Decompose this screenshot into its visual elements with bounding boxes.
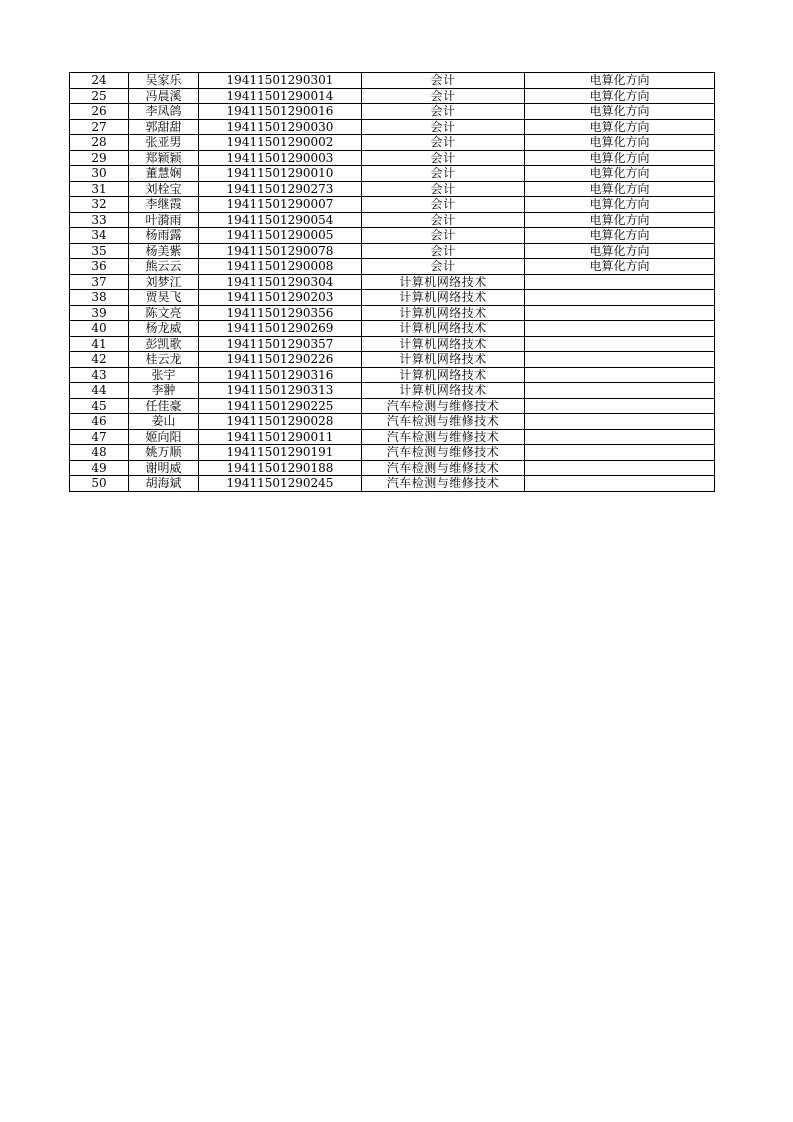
student-id-cell: 19411501290030 (199, 119, 362, 135)
direction-cell: 电算化方向 (525, 166, 715, 182)
row-number-cell: 31 (70, 181, 129, 197)
major-cell: 会计 (362, 88, 525, 104)
table-row (70, 243, 715, 259)
table-row (70, 414, 715, 430)
direction-cell: 电算化方向 (525, 181, 715, 197)
student-name-cell: 刘栓宝 (129, 181, 199, 197)
student-id-cell: 19411501290014 (199, 88, 362, 104)
major-cell: 计算机网络技术 (362, 321, 525, 337)
major-cell: 计算机网络技术 (362, 336, 525, 352)
direction-cell: 电算化方向 (525, 73, 715, 89)
student-id-cell: 19411501290007 (199, 197, 362, 213)
direction-cell (525, 460, 715, 476)
major-cell: 汽车检测与维修技术 (362, 414, 525, 430)
direction-cell (525, 352, 715, 368)
student-name-cell: 李凤鸽 (129, 104, 199, 120)
major-cell: 汽车检测与维修技术 (362, 445, 525, 461)
table-row (70, 290, 715, 306)
student-id-cell: 19411501290245 (199, 476, 362, 492)
student-id-cell: 19411501290301 (199, 73, 362, 89)
direction-cell (525, 476, 715, 492)
student-name-cell: 董慧娴 (129, 166, 199, 182)
student-name-cell: 胡海斌 (129, 476, 199, 492)
table-row (70, 476, 715, 492)
row-number-cell: 50 (70, 476, 129, 492)
major-cell: 计算机网络技术 (362, 305, 525, 321)
student-id-cell: 19411501290356 (199, 305, 362, 321)
student-id-cell: 19411501290011 (199, 429, 362, 445)
major-cell: 会计 (362, 104, 525, 120)
direction-cell: 电算化方向 (525, 259, 715, 275)
table-row (70, 274, 715, 290)
student-id-cell: 19411501290002 (199, 135, 362, 151)
student-id-cell: 19411501290357 (199, 336, 362, 352)
direction-cell (525, 367, 715, 383)
row-number-cell: 29 (70, 150, 129, 166)
major-cell: 会计 (362, 197, 525, 213)
major-cell: 会计 (362, 166, 525, 182)
table-row (70, 429, 715, 445)
student-id-cell: 19411501290273 (199, 181, 362, 197)
direction-cell: 电算化方向 (525, 212, 715, 228)
row-number-cell: 43 (70, 367, 129, 383)
direction-cell: 电算化方向 (525, 119, 715, 135)
student-id-cell: 19411501290191 (199, 445, 362, 461)
student-id-cell: 19411501290203 (199, 290, 362, 306)
student-id-cell: 19411501290005 (199, 228, 362, 244)
major-cell: 会计 (362, 135, 525, 151)
student-name-cell: 谢明威 (129, 460, 199, 476)
row-number-cell: 28 (70, 135, 129, 151)
row-number-cell: 25 (70, 88, 129, 104)
student-id-cell: 19411501290316 (199, 367, 362, 383)
student-name-cell: 张亚男 (129, 135, 199, 151)
student-roster-table (69, 72, 715, 492)
student-id-cell: 19411501290226 (199, 352, 362, 368)
row-number-cell: 37 (70, 274, 129, 290)
row-number-cell: 47 (70, 429, 129, 445)
major-cell: 汽车检测与维修技术 (362, 476, 525, 492)
major-cell: 会计 (362, 73, 525, 89)
row-number-cell: 26 (70, 104, 129, 120)
student-name-cell: 刘梦江 (129, 274, 199, 290)
table-row (70, 166, 715, 182)
student-name-cell: 郭甜甜 (129, 119, 199, 135)
table-row (70, 460, 715, 476)
table-row (70, 321, 715, 337)
major-cell: 会计 (362, 243, 525, 259)
direction-cell (525, 305, 715, 321)
row-number-cell: 45 (70, 398, 129, 414)
major-cell: 会计 (362, 150, 525, 166)
table-row (70, 305, 715, 321)
student-id-cell: 19411501290016 (199, 104, 362, 120)
table-row (70, 104, 715, 120)
direction-cell: 电算化方向 (525, 135, 715, 151)
row-number-cell: 42 (70, 352, 129, 368)
student-id-cell: 19411501290008 (199, 259, 362, 275)
student-name-cell: 吴家乐 (129, 73, 199, 89)
student-name-cell: 贾昊飞 (129, 290, 199, 306)
student-name-cell: 彭凯歌 (129, 336, 199, 352)
major-cell: 会计 (362, 259, 525, 275)
student-id-cell: 19411501290054 (199, 212, 362, 228)
direction-cell (525, 445, 715, 461)
student-name-cell: 任佳豪 (129, 398, 199, 414)
row-number-cell: 40 (70, 321, 129, 337)
table-row (70, 367, 715, 383)
major-cell: 计算机网络技术 (362, 367, 525, 383)
direction-cell (525, 414, 715, 430)
row-number-cell: 41 (70, 336, 129, 352)
direction-cell: 电算化方向 (525, 88, 715, 104)
major-cell: 计算机网络技术 (362, 274, 525, 290)
row-number-cell: 44 (70, 383, 129, 399)
student-id-cell: 19411501290028 (199, 414, 362, 430)
table-row (70, 212, 715, 228)
table-row (70, 336, 715, 352)
table-row (70, 197, 715, 213)
student-name-cell: 张宇 (129, 367, 199, 383)
student-name-cell: 杨雨露 (129, 228, 199, 244)
major-cell: 汽车检测与维修技术 (362, 460, 525, 476)
student-name-cell: 郑颖颖 (129, 150, 199, 166)
row-number-cell: 35 (70, 243, 129, 259)
student-id-cell: 19411501290269 (199, 321, 362, 337)
major-cell: 会计 (362, 181, 525, 197)
direction-cell (525, 398, 715, 414)
student-name-cell: 冯晨溪 (129, 88, 199, 104)
major-cell: 汽车检测与维修技术 (362, 429, 525, 445)
student-roster-sheet (69, 72, 715, 492)
row-number-cell: 46 (70, 414, 129, 430)
direction-cell: 电算化方向 (525, 228, 715, 244)
major-cell: 计算机网络技术 (362, 383, 525, 399)
student-name-cell: 李继霞 (129, 197, 199, 213)
student-name-cell: 姬向阳 (129, 429, 199, 445)
row-number-cell: 38 (70, 290, 129, 306)
student-id-cell: 19411501290304 (199, 274, 362, 290)
student-name-cell: 姚万顺 (129, 445, 199, 461)
table-row (70, 135, 715, 151)
row-number-cell: 32 (70, 197, 129, 213)
row-number-cell: 33 (70, 212, 129, 228)
direction-cell (525, 336, 715, 352)
student-name-cell: 姜山 (129, 414, 199, 430)
row-number-cell: 48 (70, 445, 129, 461)
table-row (70, 181, 715, 197)
major-cell: 计算机网络技术 (362, 352, 525, 368)
student-id-cell: 19411501290188 (199, 460, 362, 476)
table-row (70, 150, 715, 166)
student-name-cell: 桂云龙 (129, 352, 199, 368)
student-id-cell: 19411501290010 (199, 166, 362, 182)
student-name-cell: 李翀 (129, 383, 199, 399)
row-number-cell: 24 (70, 73, 129, 89)
table-row (70, 398, 715, 414)
major-cell: 会计 (362, 212, 525, 228)
roster-body (70, 73, 715, 492)
row-number-cell: 30 (70, 166, 129, 182)
student-id-cell: 19411501290225 (199, 398, 362, 414)
major-cell: 汽车检测与维修技术 (362, 398, 525, 414)
table-row (70, 259, 715, 275)
row-number-cell: 39 (70, 305, 129, 321)
direction-cell (525, 429, 715, 445)
table-row (70, 88, 715, 104)
direction-cell: 电算化方向 (525, 243, 715, 259)
student-name-cell: 陈文亮 (129, 305, 199, 321)
table-row (70, 383, 715, 399)
row-number-cell: 34 (70, 228, 129, 244)
major-cell: 会计 (362, 228, 525, 244)
student-id-cell: 19411501290003 (199, 150, 362, 166)
student-name-cell: 熊云云 (129, 259, 199, 275)
student-id-cell: 19411501290313 (199, 383, 362, 399)
direction-cell (525, 383, 715, 399)
table-row (70, 445, 715, 461)
row-number-cell: 49 (70, 460, 129, 476)
student-name-cell: 叶漪雨 (129, 212, 199, 228)
row-number-cell: 36 (70, 259, 129, 275)
student-name-cell: 杨美紫 (129, 243, 199, 259)
direction-cell (525, 321, 715, 337)
direction-cell: 电算化方向 (525, 150, 715, 166)
major-cell: 会计 (362, 119, 525, 135)
table-row (70, 73, 715, 89)
student-name-cell: 杨龙威 (129, 321, 199, 337)
major-cell: 计算机网络技术 (362, 290, 525, 306)
direction-cell (525, 290, 715, 306)
direction-cell (525, 274, 715, 290)
table-row (70, 352, 715, 368)
student-id-cell: 19411501290078 (199, 243, 362, 259)
table-row (70, 228, 715, 244)
direction-cell: 电算化方向 (525, 197, 715, 213)
table-row (70, 119, 715, 135)
row-number-cell: 27 (70, 119, 129, 135)
direction-cell: 电算化方向 (525, 104, 715, 120)
